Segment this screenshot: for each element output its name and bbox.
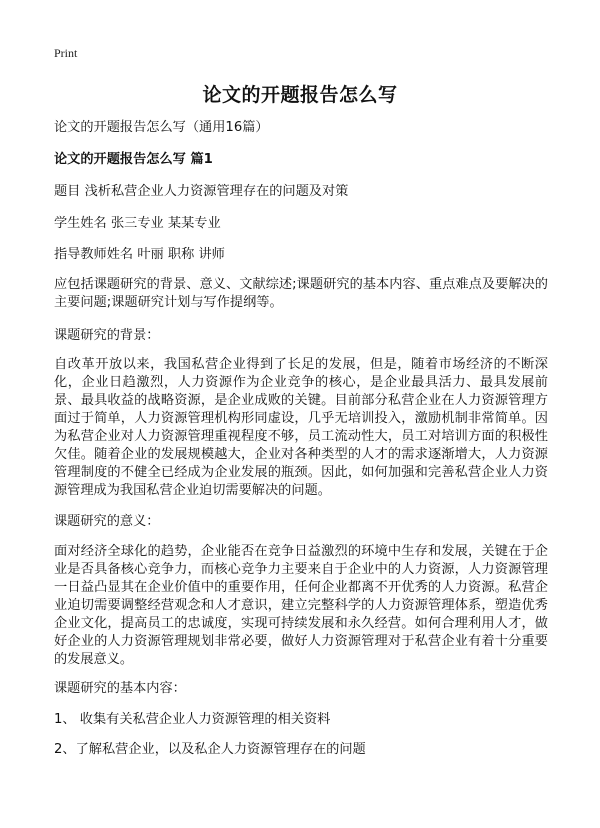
background-paragraph: 自改革开放以来，我国私营企业得到了长足的发展，但是，随着市场经济的不断深化，企业日趋激烈，人力资源作为企业竞争的核心，是企业最具活力、最具发展前景、最具收益的战略资源，是企业成败的关键。目前部分私营企业在人力资源管理方面过于简单，人力资源管理机构形同虚设，几乎无培训投入，激励机制非常简单。因为私营企业对人力资源管理重视程度不够，员工流动性大，员工对培训方面的积极性欠佳。随着企业的发展规模越大，企业对各种类型的人才的需求逐渐增大，人力资源管理制度的不健全已经成为企业发展的瓶颈。因此，如何加强和完善私营企业人力资源管理成为我国私营企业迫切需要解决的问题。 xyxy=(54,357,548,498)
content-heading: 课题研究的基本内容： xyxy=(54,681,186,696)
document-subtitle: 论文的开题报告怎么写（通用16篇） xyxy=(54,120,269,135)
student-line: 学生姓名 张三专业 某某专业 xyxy=(54,216,221,231)
background-heading: 课题研究的背景： xyxy=(54,328,160,343)
page-title: 论文的开题报告怎么写 xyxy=(202,84,398,106)
list-item: 1、 收集有关私营企业人力资源管理的相关资料 xyxy=(54,712,331,727)
significance-paragraph: 面对经济全球化的趋势，企业能否在竞争日益激烈的环境中生存和发展，关键在于企业是否具备核心竞争力，而核心竞争力主要来自于企业中的人力资源，人力资源管理一日益凸显其在企业价值中的重要作用，任何企业都离不开优秀的人力资源。私营企业迫切需要调整经营观念和人才意识，建立完整科学的人力资源管理体系，塑造优秀企业文化，提高员工的忠诚度，实现可持续发展和永久经营。如何合理利用人才，做好企业的人力资源管理规划非常必要，做好人力资源管理对于私营企业有着十分重要的发展意义。 xyxy=(54,544,548,667)
topic-line: 题目 浅析私营企业人力资源管理存在的问题及对策 xyxy=(54,184,349,199)
list-item: 2、了解私营企业，以及私企人力资源管理存在的问题 xyxy=(54,742,366,757)
print-label: Print xyxy=(54,46,78,60)
requirements-paragraph: 应包括课题研究的背景、意义、文献综述;课题研究的基本内容、重点难点及要解决的主要问题;课题研究计划与写作提纲等。 xyxy=(54,277,548,310)
advisor-line: 指导教师姓名 叶丽 职称 讲师 xyxy=(54,247,225,262)
significance-heading: 课题研究的意义： xyxy=(54,514,160,529)
section-title: 论文的开题报告怎么写 篇1 xyxy=(54,152,213,167)
